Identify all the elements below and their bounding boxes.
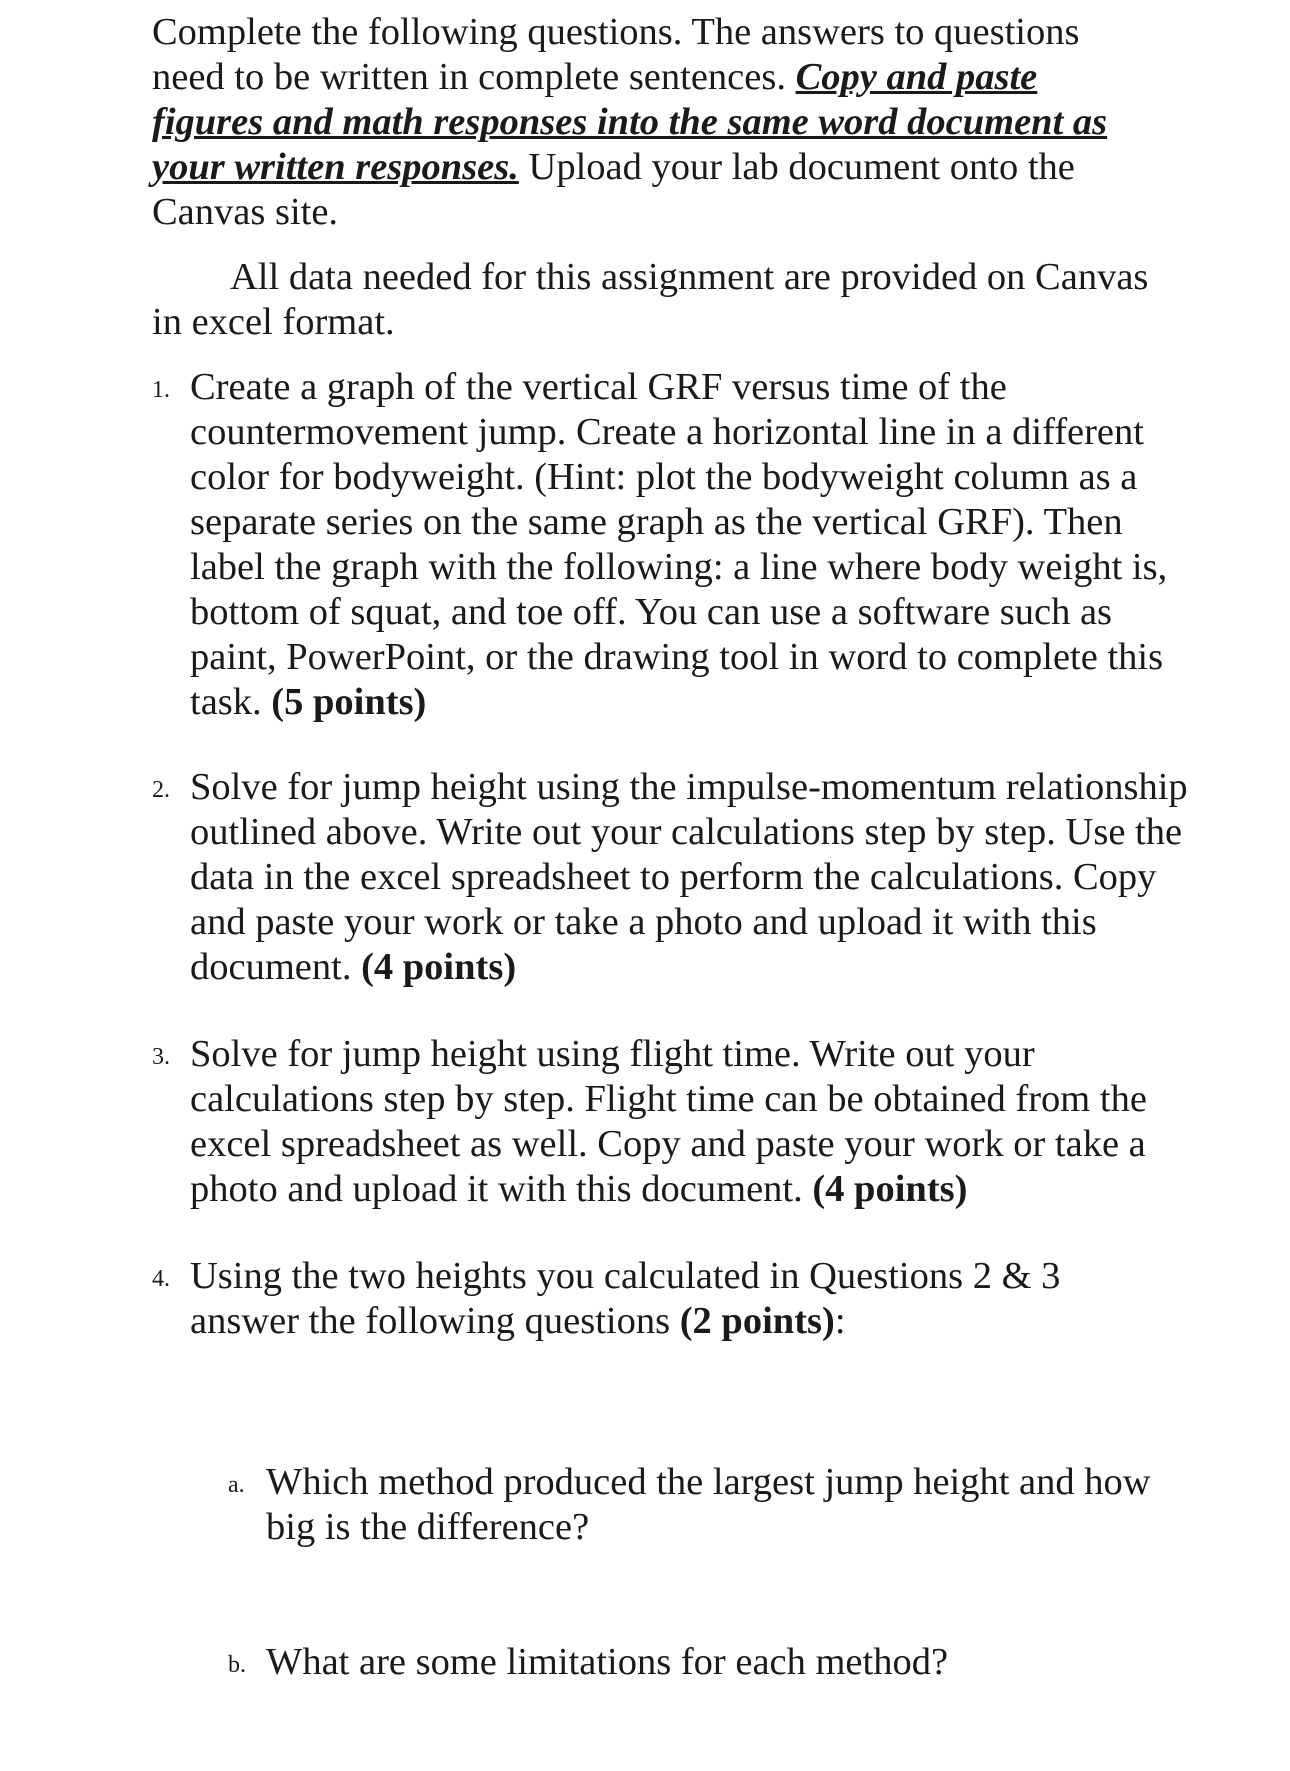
data-note-paragraph: All data needed for this assignment are provided on Canvas in excel format. [152,256,1149,343]
sub-question-a [228,1460,1166,1550]
question-3-text: Solve for jump height using flight time. Write out your calculations step by step. Flight time can be obtained from the excel spreadsheet as well. Copy and paste your work or take a photo and upload it with this document. [190,1033,1147,1210]
intro-emphasis: Copy and paste figures and math responses into the same word document as your written responses. [152,56,1108,188]
question-2-number: 2. [152,777,170,803]
question-3 [152,1032,1175,1212]
sub-question-a-text: Which method produced the largest jump height and how big is the difference? [266,1461,1151,1548]
question-1 [152,365,1175,725]
question-4-text: Using the two heights you calculated in Questions 2 & 3 answer the following questions [190,1255,1061,1342]
question-2 [152,765,1220,990]
question-3-points: (4 points) [812,1168,968,1210]
question-1-text: Create a graph of the vertical GRF versus time of the countermovement jump. Create a horizontal line in a different color for bodyweight. (Hint: plot the bodyweight column as a separate series on the same graph as the vertical GRF). Then label the graph with the following: a line where body weight is, bottom of squat, and toe off. You can use a software such as paint, PowerPoint, or the drawing tool in word to complete this task. [190,366,1168,723]
question-2-points: (4 points) [361,946,517,988]
question-4-number: 4. [152,1266,170,1292]
sub-question-a-letter: a. [228,1472,245,1498]
sub-question-b [228,1640,1166,1685]
sub-question-b-text: What are some limitations for each method? [266,1641,949,1683]
question-3-number: 3. [152,1044,170,1070]
question-2-text: Solve for jump height using the impulse-momentum relationship outlined above. Write out your calculations step by step. Use the data in the excel spreadsheet to perform the calculations. Copy and paste your work or take a photo and upload it with this document. [190,766,1188,988]
question-4 [152,1254,1175,1344]
question-4-points: (2 points) [679,1300,835,1342]
intro-text-before: Complete the following questions. The answers to questions need to be written in complete sentences. [152,11,1080,98]
sub-question-b-letter: b. [228,1652,246,1678]
question-1-number: 1. [152,377,170,403]
intro-text-after: Upload your lab document onto the Canvas site. [152,146,1075,233]
question-1-points: (5 points) [271,681,427,723]
intro-paragraph [152,10,1152,235]
question-4-suffix: : [834,1300,846,1342]
